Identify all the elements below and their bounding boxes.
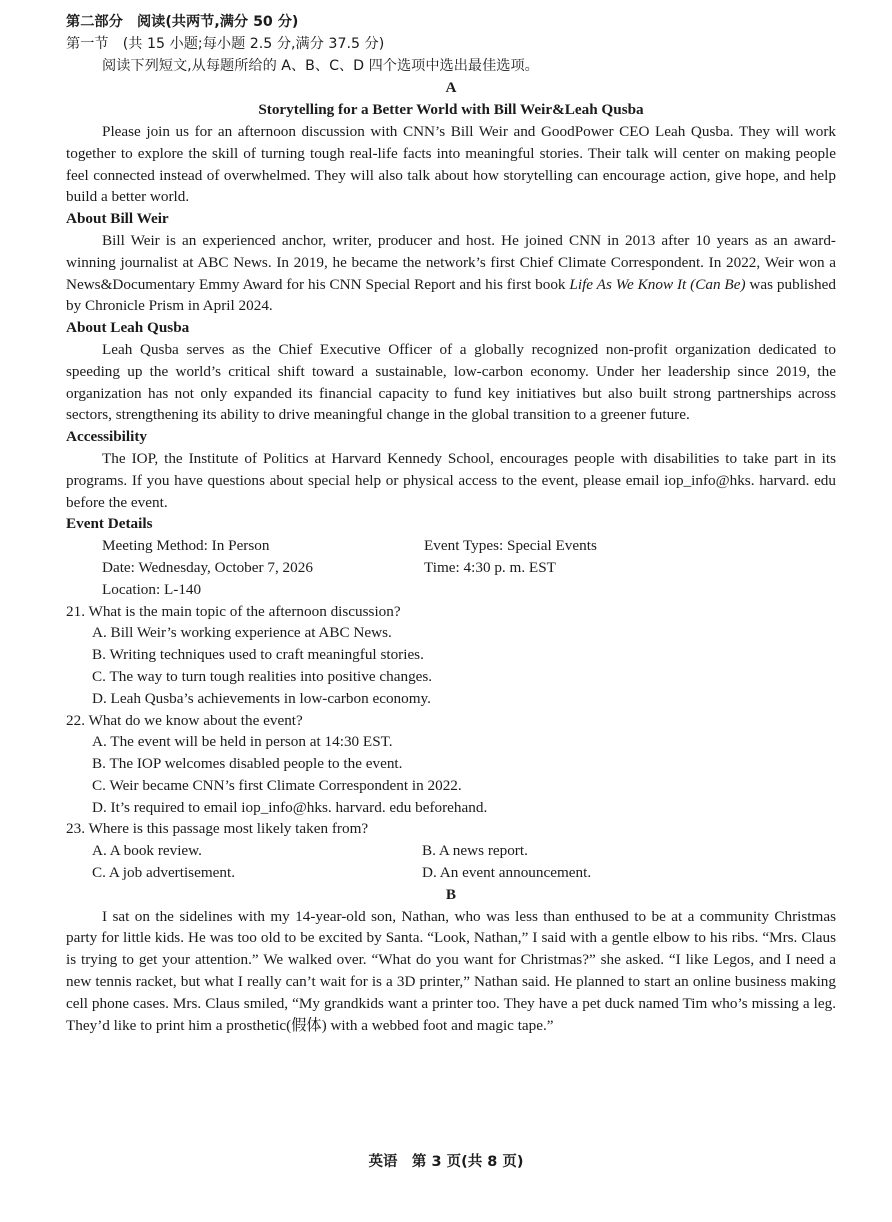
accessibility-heading: Accessibility <box>66 428 147 446</box>
option-d: D. It’s required to email iop_info@hks. harvard. edu beforehand. <box>92 798 488 816</box>
part-heading: 第二部分 阅读(共两节,满分 50 分) <box>66 14 299 30</box>
question-23 <box>66 818 836 883</box>
question-21 <box>66 601 836 710</box>
event-row-2 <box>66 557 836 579</box>
event-time: Time: 4:30 p. m. EST <box>424 558 556 576</box>
question-stem: 21. What is the main topic of the afternoon discussion? <box>66 602 401 620</box>
accessibility-text: The IOP, the Institute of Politics at Harvard Kennedy School, encourages people with disabilities to take part in its programs. If you have questions about special help or physical access to the event, please email iop_info@hks. harvard. edu before the event. <box>66 449 836 511</box>
option-d: D. Leah Qusba’s achievements in low-carbon economy. <box>92 689 431 707</box>
question-stem: 23. Where is this passage most likely taken from? <box>66 820 369 838</box>
option-a: A. A book review. <box>92 842 202 860</box>
about-bill-text <box>66 230 836 317</box>
passage-a-intro: Please join us for an afternoon discussion with CNN’s Bill Weir and GoodPower CEO Leah Qusba. They will work together to explore the skill of turning tough real-life facts into meaningful stories. Their talk will center on making people feel connected instead of overwhelmed. They will also talk about how storytelling can encourage action, give hope, and help build a better world. <box>66 122 836 206</box>
passage-b-text: I sat on the sidelines with my 14-year-old son, Nathan, who was less than enthused to be at a community Christmas party for little kids. He was too old to be excited by Santa. “Look, Nathan,” I said with a gentle elbow to his ribs. “Mrs. Claus is trying to get your attention.” We walked over. “What do you want for Christmas?” she asked. “I like Legos, and I need a new tennis racket, but what I really can’t wait for is a 3D printer,” Nathan said. He planned to start an online business making cell phone cases. Mrs. Claus smiled, “My grandkids want a printer too. They have a pet duck named Tim who’s missing a leg. They’d like to print him a prosthetic(假体) with a webbed foot and magic tape.” <box>66 907 836 1034</box>
about-bill-text-part2: was published by Chronicle Prism in April 2024. <box>66 275 836 315</box>
option-b: B. The IOP welcomes disabled people to the event. <box>92 755 403 773</box>
event-types: Event Types: Special Events <box>424 537 597 555</box>
about-bill-heading: About Bill Weir <box>66 210 169 228</box>
option-a: A. Bill Weir’s working experience at ABC News. <box>92 624 392 642</box>
option-b: B. Writing techniques used to craft meaningful stories. <box>92 646 424 664</box>
section-heading: 第一节 (共 15 小题;每小题 2.5 分,满分 37.5 分) <box>66 35 385 52</box>
option-b: B. A news report. <box>422 842 528 860</box>
options-row-1 <box>66 840 836 862</box>
book-title: Life As We Know It (Can Be) <box>569 275 746 293</box>
about-bill-text-part1: Bill Weir is an experienced anchor, writer, producer and host. He joined CNN in 2013 after 10 years as an award-winning journalist at ABC News. In 2019, he became the network’s first Chief Climate Correspondent. In 2022, Weir won a News&Documentary Emmy Award for his CNN Special Report and his first book <box>66 231 836 293</box>
option-c: C. The way to turn tough realities into positive changes. <box>92 667 433 685</box>
passage-b-letter: B <box>445 885 457 903</box>
option-c: C. A job advertisement. <box>92 864 235 882</box>
event-row-1 <box>66 535 836 557</box>
about-leah-heading: About Leah Qusba <box>66 319 190 337</box>
option-c: C. Weir became CNN’s first Climate Correspondent in 2022. <box>92 776 462 794</box>
question-stem: 22. What do we know about the event? <box>66 711 303 729</box>
passage-a-letter: A <box>445 79 457 97</box>
event-details-heading: Event Details <box>66 515 153 533</box>
instruction-text: 阅读下列短文,从每题所给的 A、B、C、D 四个选项中选出最佳选项。 <box>102 57 539 74</box>
option-d: D. An event announcement. <box>422 864 592 882</box>
exam-page <box>66 12 836 1036</box>
option-a: A. The event will be held in person at 14:30 EST. <box>92 733 393 751</box>
meeting-method: Meeting Method: In Person <box>102 537 270 555</box>
event-date: Date: Wednesday, October 7, 2026 <box>102 558 313 576</box>
page-footer: 英语 第 3 页(共 8 页) <box>368 1154 524 1170</box>
about-leah-text: Leah Qusba serves as the Chief Executive Officer of a globally recognized non-profit organization dedicated to speeding up the world’s critical shift toward a sustainable, low-carbon economy. Under her leadership since 2019, the organization has not only expanded its financial capacity to fund key initiatives but also built strong partnerships across sectors, strengthening its ability to drive meaningful change in the global transition to a greener future. <box>66 340 836 424</box>
passage-a-title: Storytelling for a Better World with Bill Weir&Leah Qusba <box>258 101 644 119</box>
question-22 <box>66 710 836 819</box>
options-row-2 <box>66 862 836 884</box>
event-location: Location: L-140 <box>102 580 202 598</box>
